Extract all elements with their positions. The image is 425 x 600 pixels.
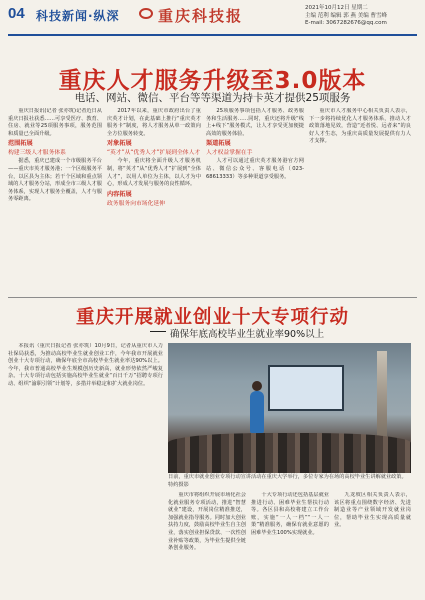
article1-column-1 [8, 108, 102, 294]
article1-column-4 [309, 108, 411, 294]
dateline-editors: 主编 范利 编辑 郭 燕 美编 曹雪峰 [305, 12, 387, 19]
article1-col2-more: 今年，重庆将全面升级人才服务机制，将“英才”从“优秀人才”扩展到“全体人才”，以用人单位为主体，以人才为中心，形成人才发展与服务的良性循环。 [107, 158, 201, 188]
dateline-email: E-mail: 3067282676@qq.com [305, 20, 387, 26]
article1-col4-text: 重庆市人才服务中心相关负责人表示，下一步将持续优化人才服务体系，推动人才政策落地见效，营造“近者悦、远者来”的良好人才生态，为重庆高质量发展提供有力人才支撑。 [309, 108, 411, 145]
article2-subhead: 确保年底高校毕业生就业率90%以上 [170, 329, 325, 340]
article2-col4-text: 九龙坡区相关负责人表示，该区将重点围绕数字经济、先进制造业等产业领域开发就业岗位，帮助毕业生实现高质量就业。 [334, 492, 411, 529]
section-title: 科技新闻·纵深 [36, 9, 120, 23]
article1-column-2 [107, 108, 201, 294]
article1-kicker1-title: 范围拓展 [8, 140, 33, 148]
article1-col3-text: 25项服务事项包括人才服务、政务服务和生活服务……同时，重庆还将升级“线上+线下”服务模式，让人才享受更加便捷高效的服务体验。 [206, 108, 304, 137]
article1-intro: 重庆日报讯(记者 张亦筑)记者近日从重庆日报社获悉……可享受医疗、教育、住房、就业等25项服务事项，服务范围和质量已全面升级。 [8, 108, 102, 137]
masthead-logo-icon [139, 8, 153, 19]
article2-col1-text: 本报讯（重庆日报记者 张亦筑）10月9日，记者从重庆市人力社保局获悉，为推动高校毕业生就业创业工作，今年我市开展就业创业十大专项行动，确保年底全市高校毕业生就业率达90%以上。今年，我市普通高校毕业生规模创历史新高，就业形势依然严峻复杂。十大专项行动包括实施高校毕业生就业“百日千万”招聘专项行动、组织“渝职引领”计划等，多措并举稳定和扩大就业岗位。 [8, 343, 163, 387]
article1-headline: 重庆人才服务升级至3.0版本 [58, 68, 367, 94]
article2-column-2 [168, 492, 246, 593]
subhead-dash [150, 331, 166, 332]
article1-column-3 [206, 108, 304, 294]
article1-kicker4-sub: 人才权益掌握在手 [206, 150, 253, 157]
audience [168, 433, 411, 473]
article1-kicker2-sub: “英才”从“优秀人才”扩展到全体人才 [107, 150, 201, 157]
article1-kicker4-title: 渠道拓展 [206, 140, 231, 148]
dateline [305, 5, 417, 28]
speaker-head [252, 381, 262, 391]
article1-kicker3-title: 内容拓展 [107, 190, 132, 198]
article1-col1-text: 据悉，重庆已建成一个市级服务平台——重庆市英才服务港；一个区级服务平台，以区县为主体；若干个区域和重点领域的人才服务分站，形成全市三级人才服务体系，实现人才服务全覆盖，人才与服务零距离。 [8, 158, 102, 203]
photo-caption: 日前，重庆市就业创业专项行动宣讲活动在重庆大学举行，多位专家为在场的高校毕业生讲解就业政策。 特约摄影 [168, 474, 407, 488]
article2-headline: 重庆开展就业创业十大专项行动 [75, 307, 349, 328]
article2-column-3 [251, 492, 329, 593]
article2-col2-text: 重庆市将组织开展市场化社会化就业服务专项活动，推进“智慧就业”建设，开展岗位精准推送，加强就业指导服务。同时加大创业扶持力度，鼓励高校毕业生自主创业，落实创业担保贷款、一次性创业补贴等政策，为毕业生提供全链条创业服务。 [168, 492, 246, 552]
event-photo [168, 343, 411, 473]
page-number: 04 [8, 5, 25, 22]
masthead-title: 重庆科技报 [158, 7, 244, 25]
page-header [8, 5, 417, 35]
article1-kicker3-sub: 政务服务向市场化延伸 [107, 200, 165, 207]
background-pillar [377, 351, 387, 441]
article1-col2-text: 2017年以来，重庆市政府出台了重庆英才计划，在此基础上推行“重庆英才服务卡”制度，将人才服务从单一政策向全方位服务转变。 [107, 108, 201, 137]
article-divider [8, 297, 417, 298]
projection-screen [268, 365, 344, 411]
article1-col3-more: 人才可以通过重庆英才服务港官方网站、微信公众号、客服电话（023-68613333）等多种渠道享受服务。 [206, 158, 304, 180]
header-divider [8, 34, 417, 36]
article2-column-1 [8, 343, 163, 593]
dateline-date: 2021年10月12日 星期二 [305, 5, 368, 11]
article2-column-4 [334, 492, 411, 593]
article1-kicker1-sub: 构建三级人才服务体系 [8, 150, 66, 157]
article1-subhead: 电话、网站、微信、平台等等渠道为持卡英才提供25项服务 [74, 92, 351, 104]
speaker-figure [250, 391, 264, 433]
article1-kicker2-title: 对象拓展 [107, 140, 132, 148]
article2-col3-text: 十大专项行动还包括基层就业推进行动、困难毕业生帮扶行动等。各区县和高校将建立工作台账，实施“一人一档”“一人一策”精准服务，确保有就业意愿的困难毕业生100%实现就业。 [251, 492, 329, 536]
